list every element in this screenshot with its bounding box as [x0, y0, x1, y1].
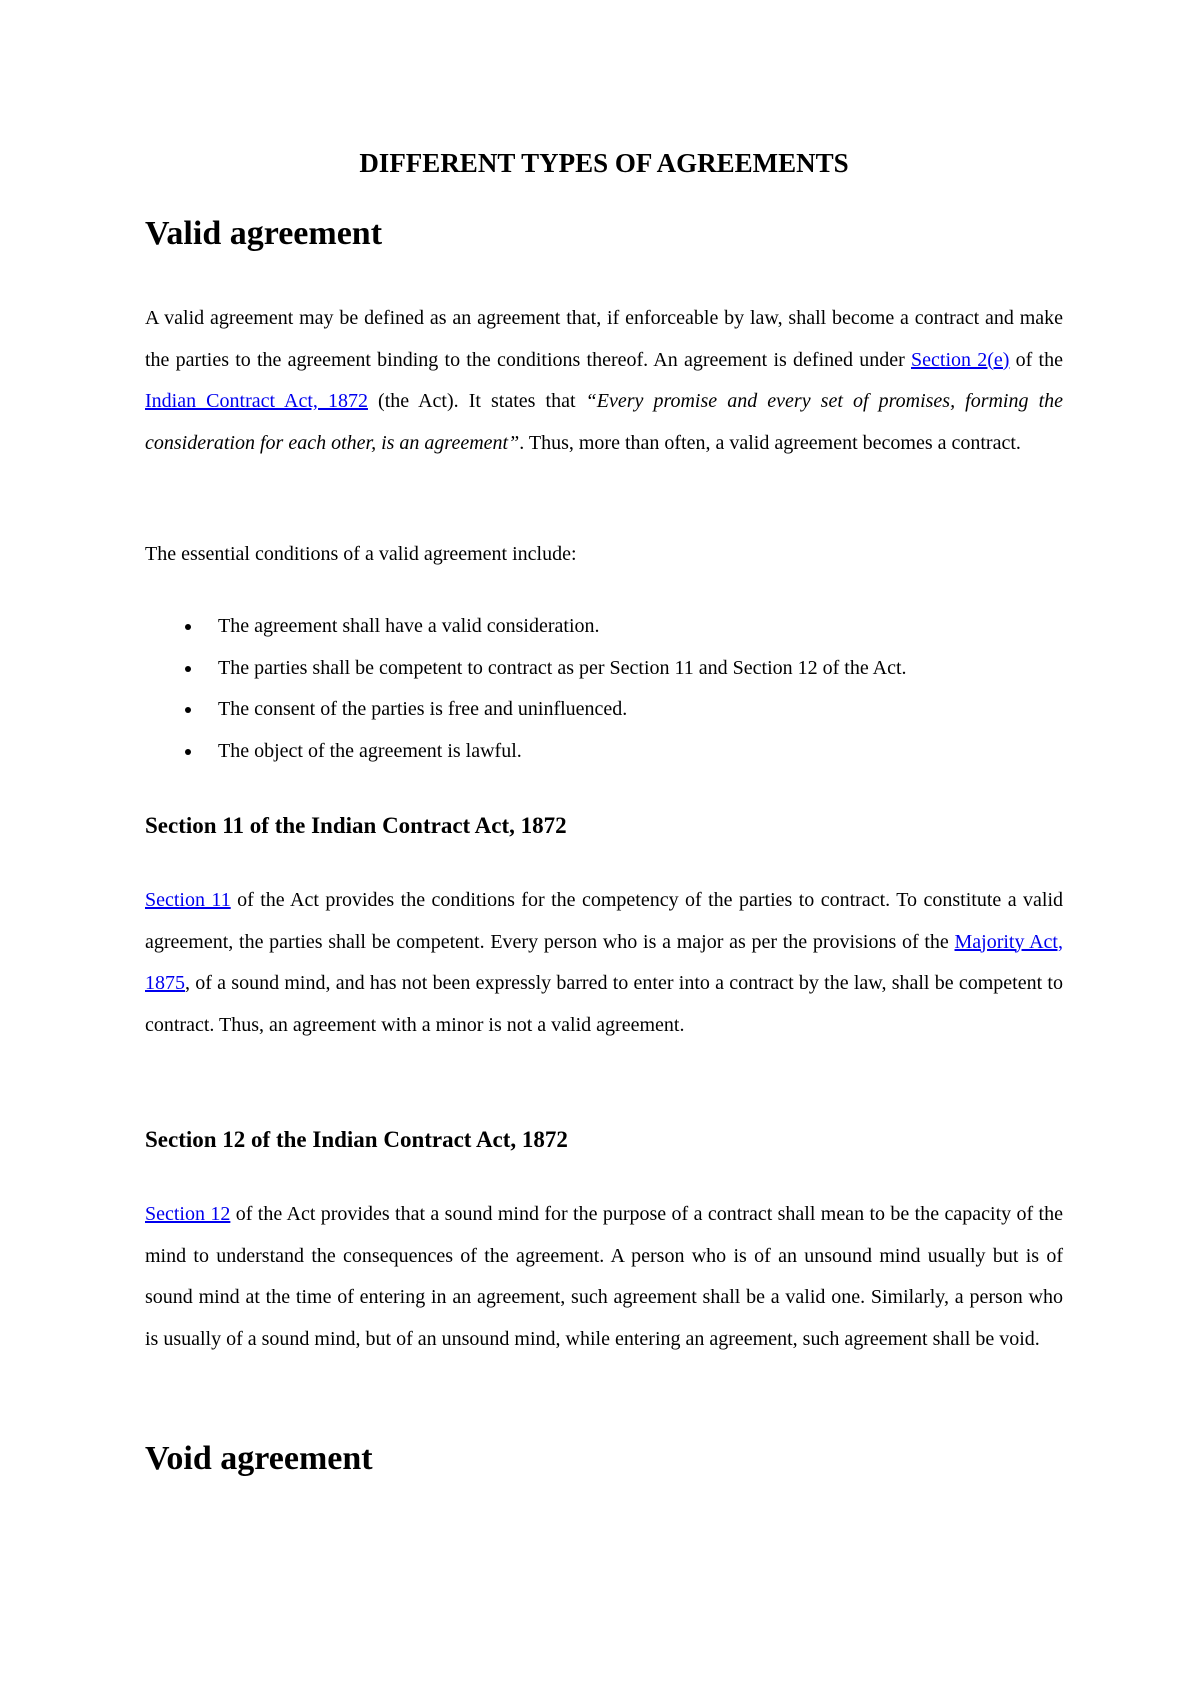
list-item: [145, 689, 1063, 731]
section-11-paragraph: [145, 880, 1063, 1046]
list-item: [145, 606, 1063, 648]
valid-agreement-paragraph: [145, 298, 1063, 464]
link-section-11[interactable]: Section 11: [145, 889, 231, 911]
link-section-2e[interactable]: Section 2(e): [911, 348, 1010, 371]
bullet-icon: [185, 749, 191, 755]
link-majority-act[interactable]: Majority Act, 1875: [145, 930, 1063, 995]
bullet-icon: [185, 707, 191, 713]
list-item-text: The object of the agreement is lawful.: [218, 739, 522, 762]
heading-section-11: Section 11 of the Indian Contract Act, 1872: [145, 813, 567, 838]
text-span: of the Act provides the conditions for the competency of the parties to contract. To constitute a valid agreement, the parties shall be competent. Every person who is a major as per the provisions of the: [145, 889, 1064, 953]
section-12-paragraph: [145, 1194, 1063, 1360]
text-span: of the Act provides that a sound mind for the purpose of a contract shall mean to be the capacity of the mind to understand the consequences of the agreement. A person who is of an unsound mind usually but is of sound mind at the time of entering in an agreement, such agreement shall be a valid one. Similarly, a person who is usually of a sound mind, but of an unsound mind, while entering an agreement, such agreement shall be void.: [145, 1203, 1063, 1350]
list-item: [145, 648, 1063, 690]
definition-quote: “Every promise and every set of promises, forming the consideration for each other, is an agreement”: [145, 390, 1064, 454]
bullet-icon: [185, 624, 191, 630]
list-item-text: The parties shall be competent to contract as per Section 11 and Section 12 of the Act.: [218, 656, 907, 679]
document-title: DIFFERENT TYPES OF AGREEMENTS: [359, 148, 849, 178]
text-span: A valid agreement may be defined as an agreement that, if enforceable by law, shall become a contract and make the parties to the agreement binding to the conditions thereof. An agreement is defined under: [145, 307, 1063, 371]
link-indian-contract-act[interactable]: Indian Contract Act, 1872: [145, 390, 368, 413]
bullet-icon: [185, 666, 191, 672]
heading-section-12: Section 12 of the Indian Contract Act, 1872: [145, 1127, 568, 1152]
text-span: of the: [1009, 348, 1063, 371]
list-item-text: The consent of the parties is free and uninfluenced.: [218, 698, 628, 721]
conditions-list: [145, 606, 1063, 772]
link-section-12[interactable]: Section 12: [145, 1203, 231, 1225]
list-item: [145, 731, 1063, 773]
heading-void-agreement: Void agreement: [145, 1440, 373, 1477]
text-span: , of a sound mind, and has not been expressly barred to enter into a contract by the law, shall be competent to contract. Thus, an agreement with a minor is not a valid agreement.: [145, 972, 1063, 1036]
text-span: (the Act). It states that: [367, 390, 586, 413]
text-span: . Thus, more than often, a valid agreement becomes a contract.: [519, 431, 1021, 454]
heading-valid-agreement: Valid agreement: [145, 215, 383, 252]
list-item-text: The agreement shall have a valid consideration.: [218, 615, 600, 637]
conditions-intro: The essential conditions of a valid agreement include:: [145, 543, 577, 565]
